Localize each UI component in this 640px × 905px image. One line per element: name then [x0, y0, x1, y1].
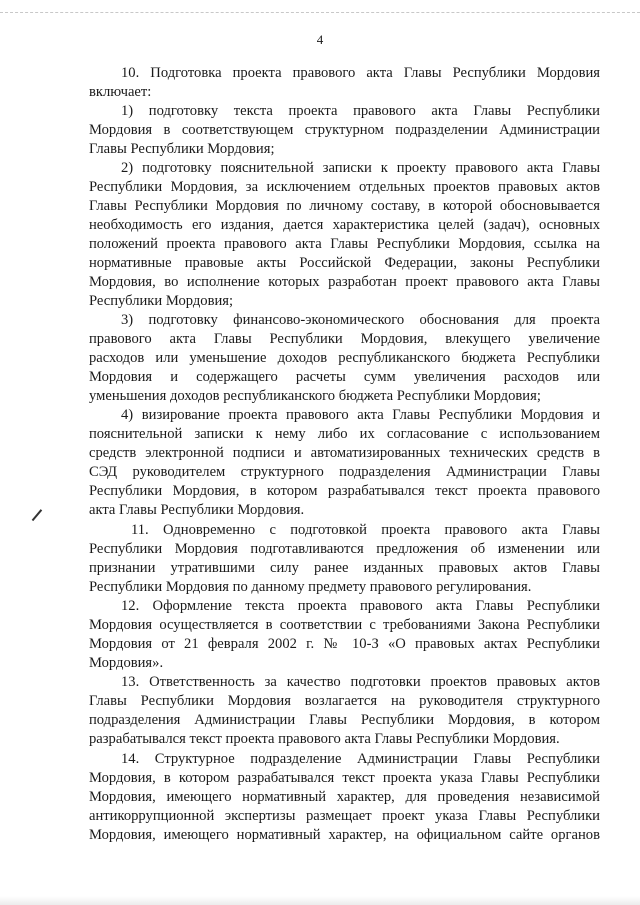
text-line: 1) подготовку текста проекта правового акта Главы Республики	[121, 103, 600, 119]
text-line: акта Главы Республики Мордовия.	[89, 502, 305, 518]
text-line: Республики Мордовия подготавливаются предложения об изменении или	[89, 541, 600, 557]
text-line: Главы Республики Мордовия возлагается на руководителя структурного	[89, 693, 600, 709]
text-line: нормативные правовые акты Российской Федерации, законы Республики	[89, 255, 600, 271]
margin-pen-mark	[32, 509, 42, 521]
text-line: средств электронной подписи и автоматизированных технических средств в	[89, 445, 600, 461]
text-line: 4) визирование проекта правового акта Главы Республики Мордовия и	[121, 407, 600, 423]
text-line: Мордовия, имеющего нормативный характер, для проведения независимой	[89, 789, 600, 805]
text-line: 14. Структурное подразделение Администрации Главы Республики	[121, 751, 600, 767]
text-line: Мордовия, имеющего нормативный характер, на официальном сайте органов	[89, 827, 600, 843]
text-line: 2) подготовку пояснительной записки к проекту правового акта Главы	[121, 160, 600, 176]
text-line: Мордовия».	[89, 655, 164, 671]
text-line: Республики Мордовия;	[89, 293, 234, 309]
text-line: Мордовия, в котором разрабатывался текст проекта указа Главы Республики	[89, 770, 600, 786]
text-line: антикоррупционной экспертизы размещает проект указа Главы Республики	[89, 808, 600, 824]
text-line: СЭД руководителем структурного подразделения Администрации Главы	[89, 464, 600, 480]
text-line: Республики Мордовия, за исключением отдельных проектов правовых актов	[89, 179, 600, 195]
text-line: Мордовия осуществляется в соответствии с требованиями Закона Республики	[89, 617, 600, 633]
text-line: 12. Оформление текста проекта правового акта Главы Республики	[121, 598, 600, 614]
text-line: правового акта Главы Республики Мордовия, влекущего увеличение	[89, 331, 600, 347]
text-line: Мордовия и содержащего расчеты сумм увеличения расходов или	[89, 369, 600, 385]
text-line: Главы Республики Мордовия по личному составу, в которой обосновывается	[89, 198, 600, 214]
text-line: признании утратившими силу ранее изданных правовых актов Главы	[89, 560, 600, 576]
text-line: необходимость его издания, дается характеристика целей (задач), основных	[89, 217, 600, 233]
text-line: расходов или уменьшение доходов республиканского бюджета Республики	[89, 350, 600, 366]
text-line: включает:	[89, 84, 152, 100]
text-line: Мордовия в соответствующем структурном подразделении Администрации	[89, 122, 600, 138]
text-line: подразделения Администрации Главы Республики Мордовия, в котором	[89, 712, 600, 728]
text-line: 11. Одновременно с подготовкой проекта правового акта Главы	[131, 522, 600, 538]
text-line: Мордовия, во исполнение которых разработан проект правового акта Главы	[89, 274, 600, 290]
page-number: 4	[316, 32, 324, 47]
text-line: Республики Мордовия по данному предмету правового регулирования.	[89, 579, 532, 595]
text-line: разрабатывался текст проекта правового акта Главы Республики Мордовия.	[89, 731, 560, 747]
text-line: 10. Подготовка проекта правового акта Главы Республики Мордовия	[121, 65, 600, 81]
text-line: положений проекта правового акта Главы Республики Мордовия, ссылка на	[89, 236, 600, 252]
text-line: 3) подготовку финансово-экономического обоснования для проекта	[121, 312, 600, 328]
text-line: Республики Мордовия, в котором разрабатывался текст проекта правового	[89, 483, 600, 499]
text-line: Главы Республики Мордовия;	[89, 141, 275, 157]
text-line: 13. Ответственность за качество подготовки проектов правовых актов	[121, 674, 600, 690]
fold-line	[0, 12, 640, 14]
text-line: Мордовия от 21 февраля 2002 г. № 10-З «О правовых актах Республики	[89, 636, 600, 652]
text-line: пояснительной записки к нему либо их согласование с использованием	[89, 426, 600, 442]
text-line: уменьшения доходов республиканского бюджета Республики Мордовия;	[89, 388, 541, 404]
page-bottom-edge	[0, 896, 640, 905]
